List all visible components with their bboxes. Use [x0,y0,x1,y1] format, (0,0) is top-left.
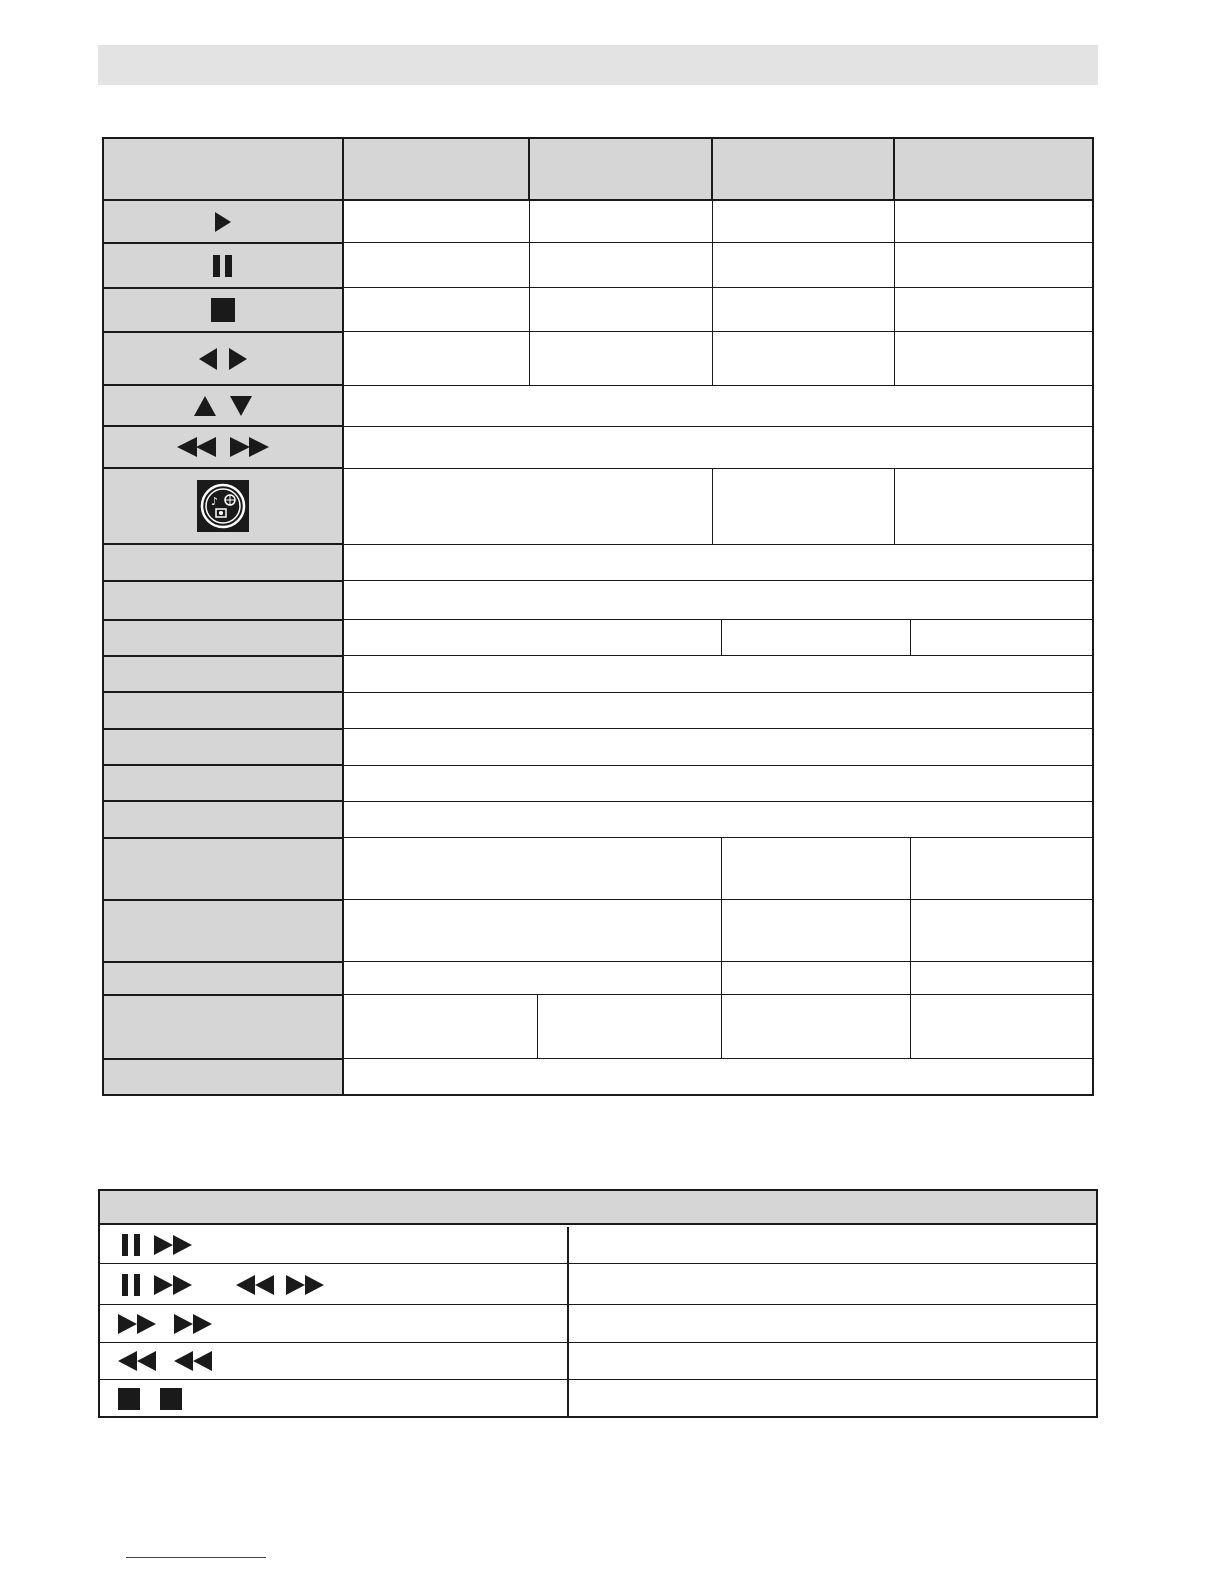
right-arrow-icon [227,347,249,371]
row-label-pause [104,244,344,289]
row-label [104,766,344,802]
column-divider [721,838,722,995]
rewind-icon [236,1274,274,1296]
row-divider [344,801,1092,802]
row-label [104,545,344,582]
up-arrow-icon [193,395,217,417]
fastforward-icon [174,1313,212,1335]
table-header-cell [530,139,713,201]
stop-icon [160,1388,182,1410]
media-browser-icon [197,480,249,532]
fastforward-icon [154,1234,192,1256]
key-row-rewind-rewind [118,1349,212,1373]
row-label [104,963,344,996]
pause-icon [211,254,235,278]
row-label-media-browser [104,469,344,545]
row-divider [344,899,1092,900]
row-label [104,693,344,730]
row-divider [344,837,1092,838]
row-divider [344,287,1092,288]
row-divider [344,994,1092,995]
table-header-cell [895,139,1092,201]
column-divider [910,620,911,656]
row-divider [344,728,1092,729]
row-label-up-down [104,386,344,427]
column-divider [537,995,538,1059]
row-divider [100,1379,1096,1380]
row-divider [344,242,1092,243]
row-divider [344,961,1092,962]
row-divider [344,426,1092,427]
table-header-cell [713,139,895,201]
table-header-cell [104,139,344,201]
footer-link-underline[interactable] [126,1557,266,1558]
row-label [104,1060,344,1094]
fastforward-icon [286,1274,324,1296]
key-row-pause-fastforward [120,1233,192,1257]
key-row-pause-fastforward-rewind-fastforward [120,1273,324,1297]
row-label [104,802,344,839]
column-divider [721,620,722,656]
down-arrow-icon [229,395,253,417]
row-divider [344,765,1092,766]
row-divider [344,619,1092,620]
row-label [104,582,344,621]
row-label-left-right [104,333,344,386]
svg-text:♪: ♪ [211,495,219,508]
row-label [104,621,344,657]
column-divider [721,995,722,1059]
row-label [104,996,344,1060]
page-header-bar [98,45,1098,85]
column-divider [712,201,713,386]
key-table-header [100,1191,1096,1225]
rewind-icon [118,1350,156,1372]
pause-icon [120,1234,142,1256]
column-divider [529,201,530,386]
column-divider [567,1227,569,1416]
column-divider [894,469,895,545]
key-row-fastforward-fastforward [118,1312,212,1336]
row-divider [100,1263,1096,1264]
row-divider [344,331,1092,332]
row-divider [344,1058,1092,1059]
key-row-stop-stop [118,1387,182,1411]
row-divider [344,655,1092,656]
row-label [104,730,344,766]
column-divider [910,995,911,1059]
row-divider [100,1304,1096,1305]
row-label [104,901,344,963]
row-label-rewind-fastforward [104,427,344,469]
rewind-icon [177,436,217,458]
fastforward-icon [118,1313,156,1335]
fastforward-icon [154,1274,192,1296]
row-label [104,657,344,693]
rewind-icon [174,1350,212,1372]
pause-icon [120,1274,142,1296]
column-divider [894,201,895,386]
fastforward-icon [229,436,269,458]
column-divider [910,838,911,995]
table-header-cell [344,139,530,201]
row-divider [100,1342,1096,1343]
stop-icon [211,298,235,322]
left-arrow-icon [197,347,219,371]
play-icon [211,210,235,234]
stop-icon [118,1388,140,1410]
row-label-stop [104,289,344,333]
row-divider [344,544,1092,545]
row-divider [344,385,1092,386]
row-divider [344,580,1092,581]
column-divider [712,469,713,545]
row-label-play [104,201,344,244]
row-label [104,839,344,901]
row-divider [344,692,1092,693]
row-divider [344,468,1092,469]
